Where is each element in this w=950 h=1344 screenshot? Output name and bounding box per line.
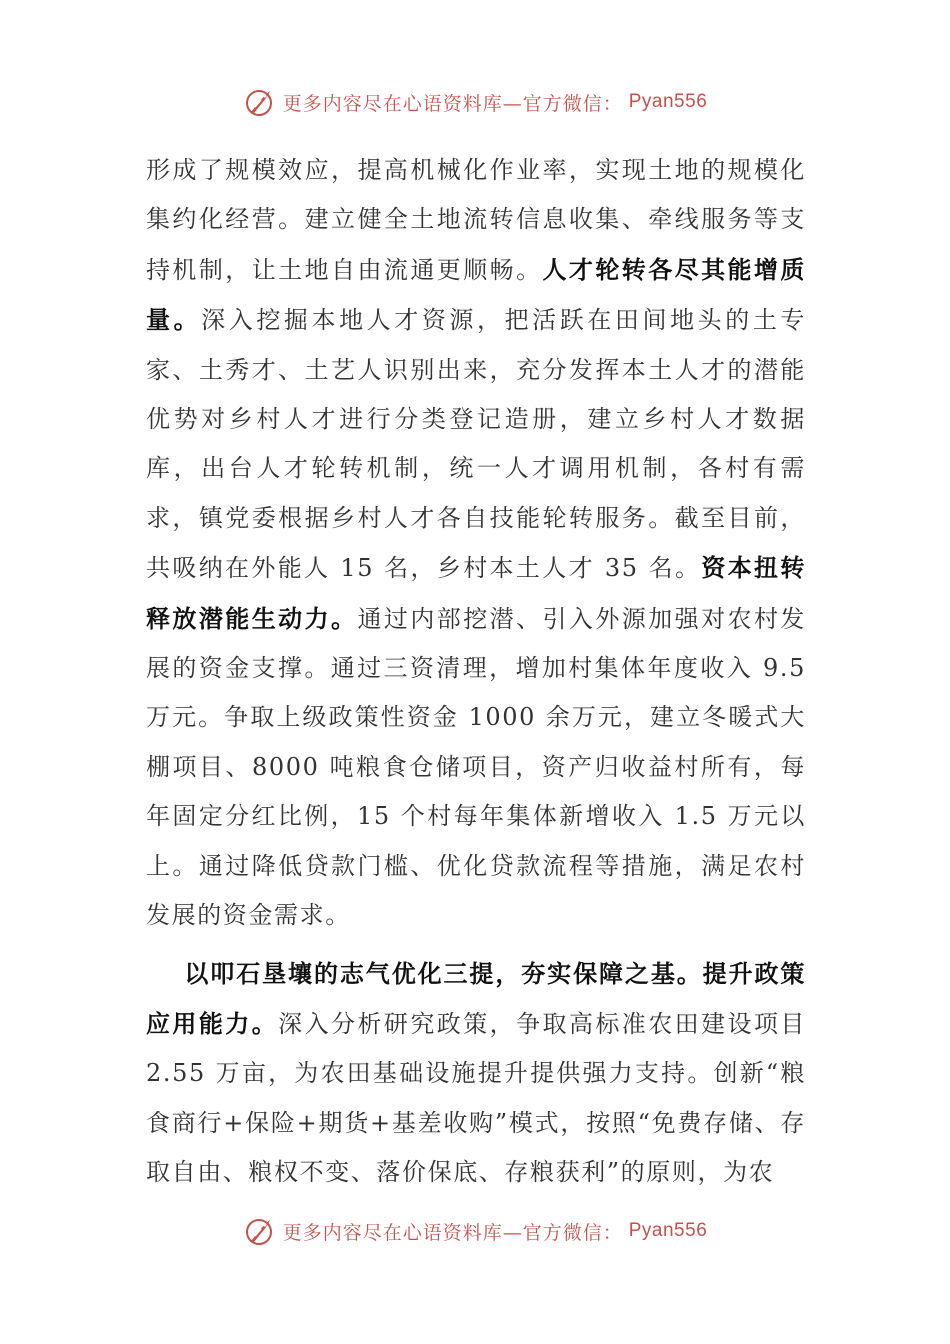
paragraph-1-text-2: 深入挖掘本地人才资源，把活跃在田间地头的土专家、土秀才、土艺人识别出来，充分发挥本土人才的潜能优势对乡村人才进行分类登记造册，建立乡村人才数据库，出台人才轮转机制，统一人才调用机制，各村有需求，镇党委根据乡村人才各自技能轮转服务。截至目前，共吸纳在外能人 15 名，乡村本土人才 35 名。 (146, 306, 806, 583)
heading-policy-capability: 以叩石垦壤的志气优化三提，夯实保障之基。提升政策应用能力。 (146, 958, 806, 1038)
document-body (146, 146, 806, 1198)
paragraph-2 (146, 949, 806, 1198)
paragraph-1-text-1: 形成了规模效应，提高机械化作业率，实现土地的规模化集约化经营。建立健全土地流转信息收集、牵线服务等支持机制，让土地自由流通更顺畅。 (146, 156, 806, 284)
wechat-id: Pyan556 (628, 1220, 708, 1241)
pen-nib-logo-icon (243, 85, 277, 119)
wechat-id: Pyan556 (628, 91, 708, 112)
paragraph-1-text-3: 通过内部挖潜、引入外源加强对农村发展的资金支撑。通过三资清理，增加村集体年度收入 9.5 万元。争取上级政策性资金 1000 余万元，建立冬暖式大棚项目、8000 吨粮食仓储项目，资产归收益村所有，每年固定分红比例，15 个村每年集体新增收入 1.5 万元以上。通过降低贷款门槛、优化贷款流程等措施，满足农村发展的资金需求。 (146, 604, 806, 930)
pen-nib-logo-icon (243, 1214, 277, 1248)
footer-banner (0, 1211, 950, 1251)
banner-text: 更多内容尽在心语资料库—官方微信： (282, 1221, 623, 1244)
heading-talent-rotation: 人才轮转各尽其能增质量。 (146, 254, 806, 335)
paragraph-2-text-1: 深入分析研究政策，争取高标准农田建设项目 2.55 万亩，为农田基础设施提升提供强力支持。创新“粮食商行+保险+期货+基差收购”模式，按照“免费存储、存取自由、粮权不变、落价保底、存粮获利”的原则，为农 (146, 1009, 807, 1187)
heading-capital-reversal: 资本扭转释放潜能生动力。 (146, 553, 806, 633)
header-banner (0, 82, 950, 122)
paragraph-1 (146, 146, 806, 941)
banner-text: 更多内容尽在心语资料库—官方微信： (282, 92, 623, 115)
